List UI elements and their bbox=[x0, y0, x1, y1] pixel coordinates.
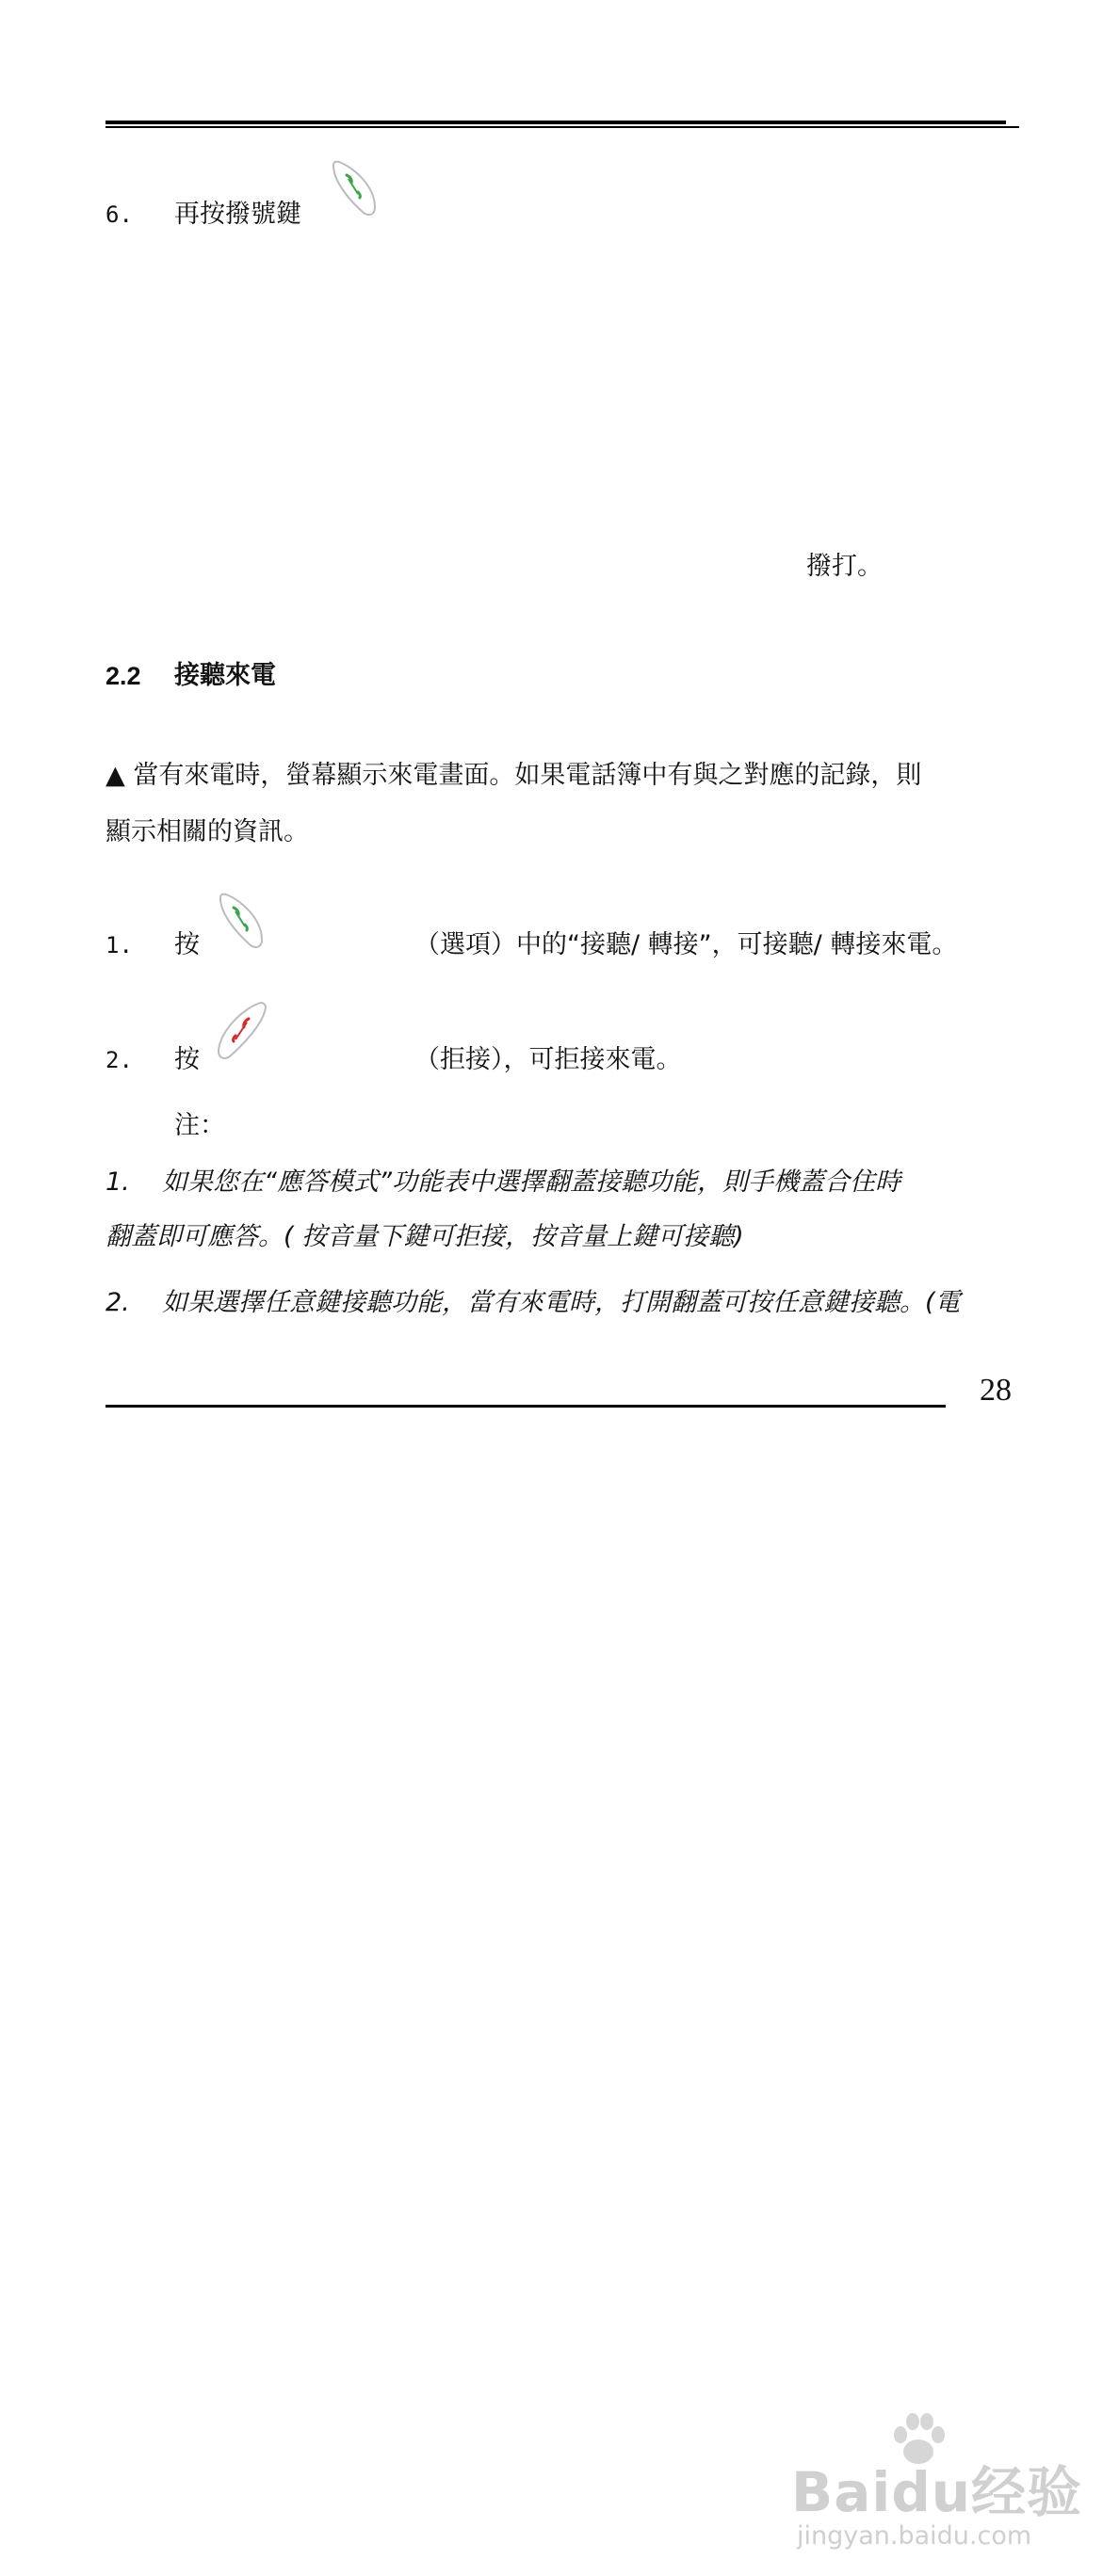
note-label: 注： bbox=[174, 1111, 225, 1140]
intro-line-1: ▲ 當有來電時，螢幕顯示來電畫面。如果電話簿中有與之對應的記錄，則 bbox=[105, 761, 922, 790]
end-call-key-icon bbox=[211, 1000, 271, 1062]
item-1-number: 1. bbox=[105, 932, 133, 958]
item-1-press: 按 bbox=[174, 930, 200, 959]
section-title: 接聽來電 bbox=[174, 661, 276, 690]
item-2-text: （拒接），可拒接來電。 bbox=[414, 1045, 682, 1074]
dial-trailing-text: 撥打。 bbox=[806, 552, 883, 581]
watermark-brand: Baidu经验 bbox=[791, 2460, 1083, 2524]
page-number: 28 bbox=[980, 1373, 1012, 1408]
call-key-icon bbox=[213, 891, 269, 951]
call-key-icon bbox=[326, 158, 382, 218]
note-2-number: 2. bbox=[105, 1288, 130, 1317]
section-number: 2.2 bbox=[105, 662, 141, 690]
item-2-press: 按 bbox=[174, 1045, 200, 1074]
note-1-line-2: 翻蓋即可應答。( 按音量下鍵可拒接，按音量上鍵可接聽) bbox=[105, 1222, 744, 1251]
note-2-line-1: 如果選擇任意鍵接聽功能，當有來電時，打開翻蓋可按任意鍵接聽。(電 bbox=[162, 1288, 961, 1317]
intro-line-2: 顯示相關的資訊。 bbox=[105, 817, 309, 846]
footer-rule bbox=[105, 1405, 946, 1408]
watermark-url: jingyan.baidu.com bbox=[797, 2521, 1032, 2551]
item-2-number: 2. bbox=[105, 1047, 133, 1073]
step-text: 再按撥號鍵 bbox=[174, 200, 301, 229]
note-1-line-1: 如果您在“應答模式”功能表中選擇翻蓋接聽功能，則手機蓋合住時 bbox=[162, 1167, 900, 1197]
header-rule-thin bbox=[105, 126, 1019, 128]
header-rule-thick bbox=[105, 121, 1006, 124]
step-number: 6. bbox=[105, 201, 133, 228]
item-1-text: （選項）中的“接聽/ 轉接”，可接聽/ 轉接來電。 bbox=[414, 930, 958, 959]
note-1-number: 1. bbox=[105, 1167, 130, 1197]
